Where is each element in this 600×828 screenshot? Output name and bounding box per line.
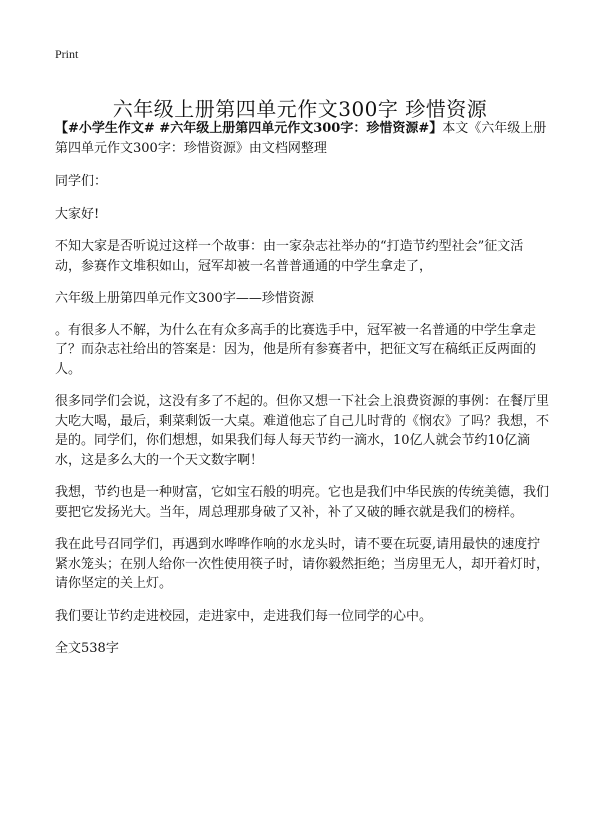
paragraph: 很多同学们会说，这没有多了不起的。但你又想一下社会上浪费资源的事例：在餐厅里大吃大喝，最后，剩菜剩饭一大桌。难道他忘了自己儿时背的《悯农》了吗？我想，不是的。同学们，你们想想，如果我们每人每天节约一滴水，10亿人就会节约10亿滴水，这是多么大的一个天文数字啊！ [55, 394, 550, 468]
intro-text: 本文《六年级上册第四单元作文300字：珍惜资源》由文档网整理 [55, 121, 547, 156]
paragraph: 我在此号召同学们，再遇到水哗哗作响的水龙头时，请不要在玩耍,请用最快的速度拧紧水笼头；在别人给你一次性使用筷子时，请你毅然拒绝；当房里无人，却开着灯时，请你坚定的关上灯。 [55, 537, 550, 591]
paragraph: 六年级上册第四单元作文300字——珍惜资源 [55, 291, 314, 306]
paragraph: 我想，节约也是一种财富，它如宝石般的明亮。它也是我们中华民族的传统美德，我们要把它发扬光大。当年，周总理那身破了又补，补了又破的睡衣就是我们的榜样。 [55, 485, 550, 520]
article-body [55, 119, 549, 671]
paragraph: 我们要让节约走进校园，走进家中，走进我们每一位同学的心中。 [55, 608, 433, 624]
print-link[interactable]: Print [55, 47, 79, 61]
intro-tags: 【#小学生作文# #六年级上册第四单元作文300字：珍惜资源#】 [55, 121, 443, 136]
word-count: 全文538字 [55, 641, 119, 656]
paragraph: 同学们： [55, 174, 108, 189]
paragraph: 。有很多人不解，为什么在有众多高手的比赛选手中，冠军被一名普通的中学生拿走了？而杂志社给出的答案是：因为，他是所有参赛者中，把征文写在稿纸正反两面的人。 [55, 322, 537, 377]
article-intro [55, 119, 549, 158]
page-title: 六年级上册第四单元作文300字 珍惜资源 [112, 97, 488, 122]
paragraph: 不知大家是否听说过这样一个故事：由一家杂志社举办的“打造节约型社会”征文活动，参赛作文堆积如山，冠军却被一名普普通通的中学生拿走了， [55, 239, 524, 274]
paragraph: 大家好! [55, 206, 100, 222]
